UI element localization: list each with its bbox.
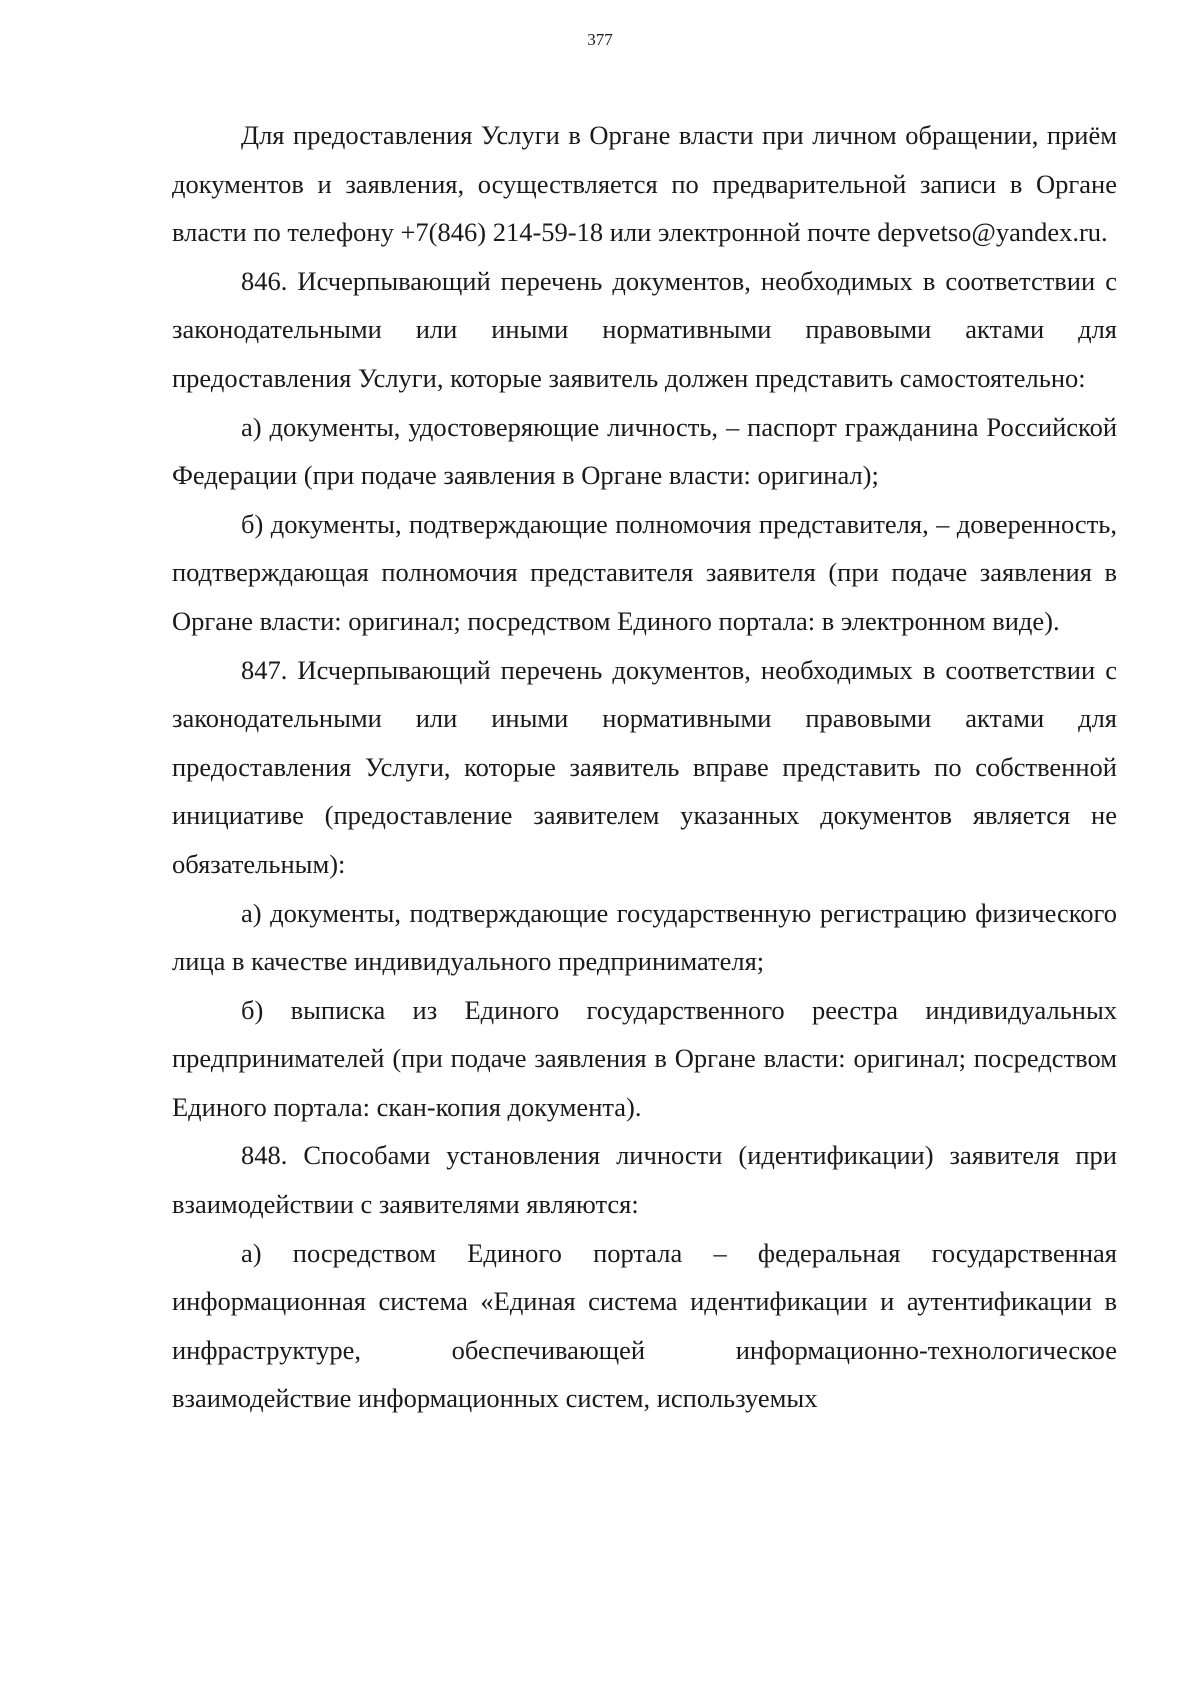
paragraph-848: 848. Способами установления личности (идентификации) заявителя при взаимодействии с заявителями являются:	[172, 1140, 1117, 1220]
paragraph-846-b: б) документы, подтверждающие полномочия представителя, – доверенность, подтверждающая полномочия представителя заявителя (при подаче заявления в Органе власти: оригинал; посредством Единого портала: в электронном виде).	[172, 508, 1117, 636]
paragraph-846: 846. Исчерпывающий перечень документов, необходимых в соответствии с законодательными или иными нормативными правовыми актами для предоставления Услуги, которые заявитель должен представить самостоятельно:	[172, 265, 1117, 393]
paragraph-846-a: а) документы, удостоверяющие личность, – паспорт гражданина Российской Федерации (при подаче заявления в Органе власти: оригинал);	[172, 411, 1117, 491]
paragraph-847-a: а) документы, подтверждающие государственную регистрацию физического лица в качестве индивидуального предпринимателя;	[172, 897, 1117, 977]
paragraph-847-b: б) выписка из Единого государственного реестра индивидуальных предпринимателей (при подаче заявления в Органе власти: оригинал; посредством Единого портала: скан-копия документа).	[172, 994, 1117, 1122]
paragraph-appointment: Для предоставления Услуги в Органе власти при личном обращении, приём документов и заявления, осуществляется по предварительной записи в Органе власти по телефону +7(846) 214-59-18 или электронной почте depvetso@yandex.ru.	[172, 120, 1117, 248]
paragraph-847: 847. Исчерпывающий перечень документов, необходимых в соответствии с законодательными или иными нормативными правовыми актами для предоставления Услуги, которые заявитель вправе представить по собственной инициативе (предоставление заявителем указанных документов является не обязательным):	[172, 654, 1117, 879]
page-number: 377	[587, 30, 613, 49]
document-body	[172, 111, 1117, 1423]
paragraph-848-a: а) посредством Единого портала – федеральная государственная информационная система «Единая система идентификации и аутентификации в инфраструктуре, обеспечивающей информационно-технологическое взаимодействие информационных систем, используемых	[172, 1237, 1117, 1414]
